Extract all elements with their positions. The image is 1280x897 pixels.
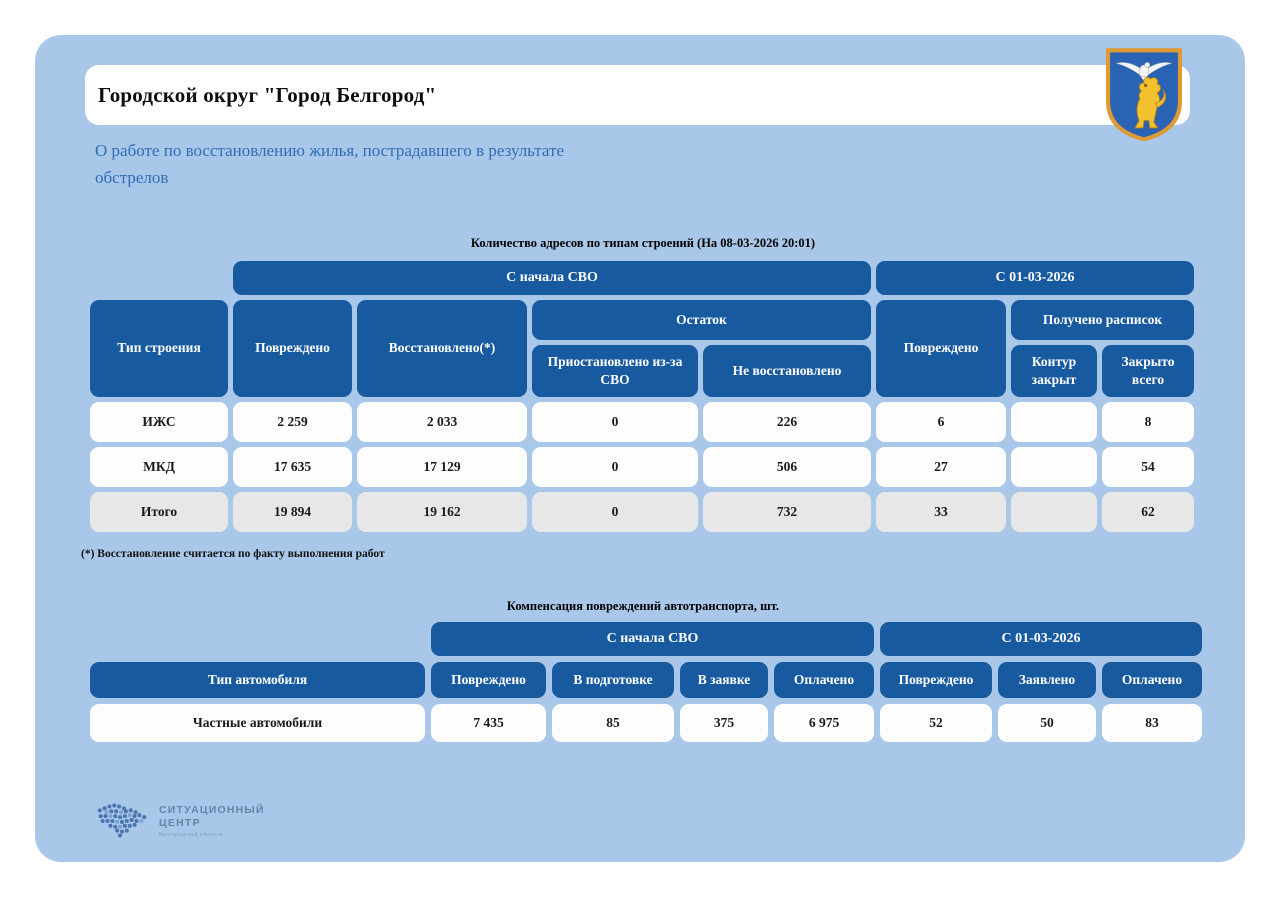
row-private-type: Частные автомобили <box>90 704 425 742</box>
col-header-v-damaged-since: Повреждено <box>880 662 992 698</box>
col-header-closed-total: Закрыто всего <box>1102 345 1194 397</box>
row-mkd-closed: 54 <box>1102 447 1194 487</box>
logo-line-1: СИТУАЦИОННЫЙ <box>159 803 265 816</box>
group-header-since-vehicles: С 01-03-2026 <box>880 622 1202 656</box>
col-header-building-type: Тип строения <box>90 300 228 397</box>
col-header-restored: Восстановлено(*) <box>357 300 527 397</box>
group-header-svo: С начала СВО <box>233 261 871 295</box>
row-mkd-not-restored: 506 <box>703 447 871 487</box>
row-mkd-suspended: 0 <box>532 447 698 487</box>
col-header-damaged-since: Повреждено <box>876 300 1006 397</box>
belgorod-crest-icon <box>1103 47 1185 141</box>
col-header-v-in-preparation: В подготовке <box>552 662 674 698</box>
page-title: Городской округ "Город Белгород" <box>98 82 437 107</box>
col-header-not-restored: Не восстановлено <box>703 345 871 397</box>
row-mkd-restored: 17 129 <box>357 447 527 487</box>
report-subtitle: О работе по восстановлению жилья, пострадавшего в результате обстрелов <box>95 141 565 188</box>
row-izhs-not-restored: 226 <box>703 402 871 442</box>
row-total-suspended: 0 <box>532 492 698 532</box>
row-private-in-preparation: 85 <box>552 704 674 742</box>
col-header-receipts: Получено расписок <box>1011 300 1194 340</box>
spacer-cell <box>90 261 228 295</box>
row-private-paid-since: 83 <box>1102 704 1202 742</box>
row-total-damaged-since: 33 <box>876 492 1006 532</box>
group-header-svo-vehicles: С начала СВО <box>431 622 874 656</box>
logo-line-2: ЦЕНТР <box>159 817 201 829</box>
report-card <box>35 35 1245 862</box>
col-header-vehicle-type: Тип автомобиля <box>90 662 425 698</box>
row-izhs-damaged-since: 6 <box>876 402 1006 442</box>
row-total-contour <box>1011 492 1097 532</box>
row-mkd-contour <box>1011 447 1097 487</box>
col-header-v-declared: Заявлено <box>998 662 1096 698</box>
situation-center-logo <box>93 800 265 842</box>
logo-subtext: Белгородской области <box>159 832 224 839</box>
row-izhs-type: ИЖС <box>90 402 228 442</box>
spacer-cell <box>90 622 425 656</box>
vehicles-table-title: Компенсация повреждений автотранспорта, шт. <box>506 599 780 613</box>
restoration-footnote: (*) Восстановление считается по факту выполнения работ <box>81 548 385 560</box>
row-izhs-suspended: 0 <box>532 402 698 442</box>
row-izhs-restored: 2 033 <box>357 402 527 442</box>
row-total-closed: 62 <box>1102 492 1194 532</box>
buildings-table-title: Количество адресов по типам строений (На 08-03-2026 20:01) <box>470 236 816 250</box>
row-izhs-closed: 8 <box>1102 402 1194 442</box>
row-private-paid: 6 975 <box>774 704 874 742</box>
row-izhs-contour <box>1011 402 1097 442</box>
row-total-damaged: 19 894 <box>233 492 352 532</box>
logo-text <box>159 804 265 838</box>
row-total-restored: 19 162 <box>357 492 527 532</box>
row-total-type: Итого <box>90 492 228 532</box>
row-private-declared: 50 <box>998 704 1096 742</box>
row-total-not-restored: 732 <box>703 492 871 532</box>
row-izhs-damaged: 2 259 <box>233 402 352 442</box>
header-bar <box>85 65 1190 125</box>
col-header-v-in-request: В заявке <box>680 662 768 698</box>
col-header-damaged: Повреждено <box>233 300 352 397</box>
row-mkd-damaged-since: 27 <box>876 447 1006 487</box>
row-private-damaged-since: 52 <box>880 704 992 742</box>
row-private-damaged: 7 435 <box>431 704 546 742</box>
row-private-in-request: 375 <box>680 704 768 742</box>
row-mkd-damaged: 17 635 <box>233 447 352 487</box>
col-header-suspended: Приостановлено из-за СВО <box>532 345 698 397</box>
vehicles-table <box>90 622 1196 742</box>
group-header-since: С 01-03-2026 <box>876 261 1194 295</box>
col-header-v-damaged: Повреждено <box>431 662 546 698</box>
col-header-v-paid-since: Оплачено <box>1102 662 1202 698</box>
buildings-table <box>90 261 1196 532</box>
col-header-remainder: Остаток <box>532 300 871 340</box>
row-mkd-type: МКД <box>90 447 228 487</box>
col-header-v-paid: Оплачено <box>774 662 874 698</box>
col-header-contour-closed: Контур закрыт <box>1011 345 1097 397</box>
region-map-dots-icon <box>93 800 151 842</box>
